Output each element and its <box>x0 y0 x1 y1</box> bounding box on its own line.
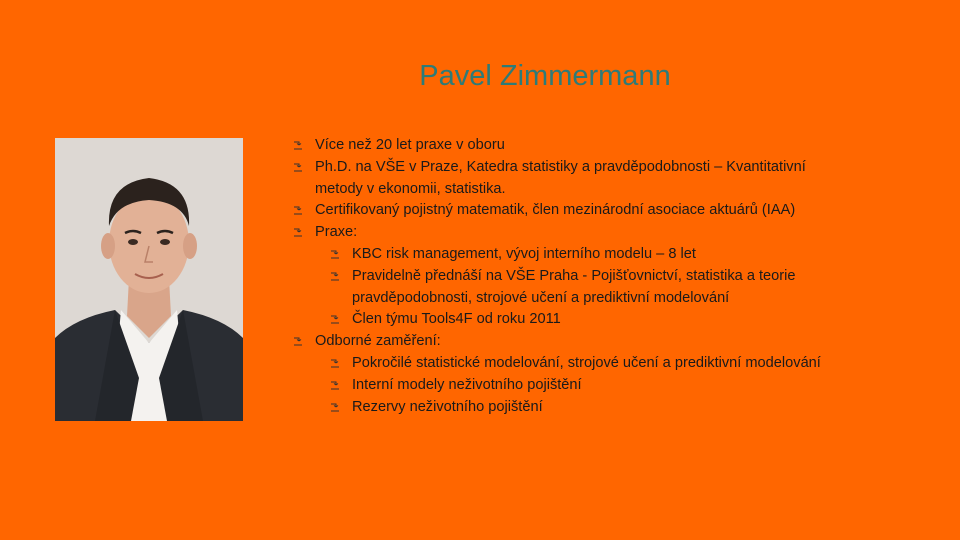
sub-bullet-item <box>330 309 853 331</box>
bullet-list <box>293 135 853 418</box>
arrow-bullet-icon <box>293 337 303 346</box>
sub-bullet-item <box>330 397 853 419</box>
arrow-bullet-icon <box>330 359 340 368</box>
bullet-item <box>293 331 853 353</box>
bullet-item <box>293 157 853 201</box>
sub-bullet-item <box>330 375 853 397</box>
bullet-text: Více než 20 let praxe v oboru <box>315 137 505 153</box>
arrow-bullet-icon <box>330 272 340 281</box>
bullet-item <box>293 222 853 244</box>
sub-bullet-item <box>330 353 853 375</box>
bullet-text: Ph.D. na VŠE v Praze, Katedra statistiky a pravděpodobnosti – Kvantitativní metody v ekonomii, statistika. <box>315 158 806 197</box>
arrow-bullet-icon <box>293 228 303 237</box>
arrow-bullet-icon <box>330 403 340 412</box>
arrow-bullet-icon <box>293 141 303 150</box>
arrow-bullet-icon <box>330 381 340 390</box>
bullet-text: Rezervy neživotního pojištění <box>352 398 543 415</box>
slide-title: Pavel Zimmermann <box>419 60 671 92</box>
arrow-bullet-icon <box>293 163 303 172</box>
arrow-bullet-icon <box>330 250 340 259</box>
bullet-text: KBC risk management, vývoj interního modelu – 8 let <box>352 245 696 262</box>
bullet-text: Interní modely neživotního pojištění <box>352 376 582 393</box>
portrait-photo <box>55 138 243 421</box>
sub-bullet-item <box>330 244 853 266</box>
arrow-bullet-icon <box>330 315 340 324</box>
bullet-text: Pokročilé statistické modelování, strojové učení a prediktivní modelování <box>352 354 821 371</box>
bullet-item <box>293 200 853 222</box>
bullet-text: Odborné zaměření: <box>315 333 441 350</box>
arrow-bullet-icon <box>293 206 303 215</box>
sub-bullet-item <box>330 266 853 310</box>
bullet-text: Člen týmu Tools4F od roku 2011 <box>352 311 561 328</box>
bullet-item <box>293 135 853 157</box>
bullet-text: Praxe: <box>315 224 358 241</box>
bullet-text: Certifikovaný pojistný matematik, člen mezinárodní asociace aktuárů (IAA) <box>315 202 796 219</box>
bullet-text: Pravidelně přednáší na VŠE Praha - Pojišťovnictví, statistika a teorie pravděpodobnosti, strojové učení a prediktivní modelování <box>352 267 796 306</box>
